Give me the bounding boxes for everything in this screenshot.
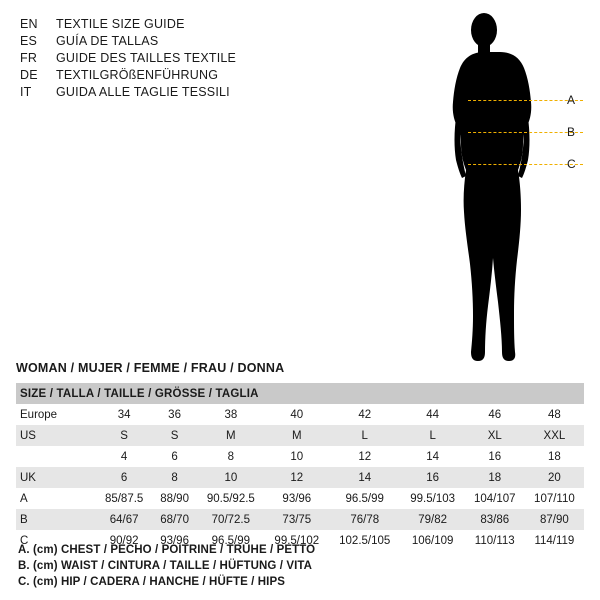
table-row bbox=[16, 509, 584, 530]
cell: 10 bbox=[197, 467, 265, 488]
cell: 85/87.5 bbox=[96, 488, 152, 509]
cell: 34 bbox=[96, 404, 152, 425]
cell: 8 bbox=[197, 446, 265, 467]
table-row bbox=[16, 488, 584, 509]
footnote-chest: A. (cm) CHEST / PECHO / POITRINE / TRUHE / PETTO bbox=[18, 544, 316, 556]
cell: 64/67 bbox=[96, 509, 152, 530]
cell: 8 bbox=[152, 467, 197, 488]
language-row bbox=[20, 67, 300, 84]
cell: 46 bbox=[465, 404, 525, 425]
language-code: IT bbox=[20, 85, 32, 99]
cell: 88/90 bbox=[152, 488, 197, 509]
cell: 73/75 bbox=[265, 509, 329, 530]
cell: 99.5/103 bbox=[401, 488, 465, 509]
cell: 107/110 bbox=[525, 488, 584, 509]
row-label: C bbox=[16, 530, 96, 551]
cell: 96.5/99 bbox=[329, 488, 401, 509]
section-title: WOMAN / MUJER / FEMME / FRAU / DONNA bbox=[16, 361, 285, 375]
row-label: B bbox=[16, 509, 96, 530]
cell: 42 bbox=[329, 404, 401, 425]
cell: S bbox=[152, 425, 197, 446]
language-row bbox=[20, 84, 300, 101]
cell: 20 bbox=[525, 467, 584, 488]
language-code: EN bbox=[20, 17, 38, 31]
cell: 48 bbox=[525, 404, 584, 425]
cell: M bbox=[265, 425, 329, 446]
table-header-label: SIZE / TALLA / TAILLE / GRÖSSE / TAGLIA bbox=[20, 387, 259, 400]
cell: 99.5/102 bbox=[265, 530, 329, 551]
row-label: Europe bbox=[16, 404, 96, 425]
table-header-row bbox=[16, 383, 584, 404]
cell: XL bbox=[465, 425, 525, 446]
cell: 114/119 bbox=[525, 530, 584, 551]
language-row bbox=[20, 33, 300, 50]
language-code: DE bbox=[20, 68, 38, 82]
row-label: A bbox=[16, 488, 96, 509]
language-text: GUÍA DE TALLAS bbox=[56, 34, 159, 48]
language-text: GUIDA ALLE TAGLIE TESSILI bbox=[56, 85, 230, 99]
measure-line-a bbox=[468, 100, 583, 101]
language-text: TEXTILGRÖßENFÜHRUNG bbox=[56, 68, 219, 82]
cell: 16 bbox=[401, 467, 465, 488]
table-row bbox=[16, 467, 584, 488]
table-row bbox=[16, 404, 584, 425]
cell: 16 bbox=[465, 446, 525, 467]
size-table-wrap bbox=[16, 383, 584, 551]
row-label bbox=[16, 446, 96, 467]
language-code: ES bbox=[20, 34, 38, 48]
cell: 93/96 bbox=[152, 530, 197, 551]
cell: 12 bbox=[265, 467, 329, 488]
cell: 104/107 bbox=[465, 488, 525, 509]
cell: 6 bbox=[96, 467, 152, 488]
cell: 90/92 bbox=[96, 530, 152, 551]
footnote-hip: C. (cm) HIP / CADERA / HANCHE / HÜFTE / HIPS bbox=[18, 576, 286, 588]
language-row bbox=[20, 50, 300, 67]
silhouette-icon bbox=[420, 8, 590, 368]
row-label: UK bbox=[16, 467, 96, 488]
cell: M bbox=[197, 425, 265, 446]
female-silhouette-figure bbox=[420, 8, 590, 368]
cell: L bbox=[329, 425, 401, 446]
cell: 4 bbox=[96, 446, 152, 467]
cell: XXL bbox=[525, 425, 584, 446]
table-row bbox=[16, 446, 584, 467]
cell: 76/78 bbox=[329, 509, 401, 530]
cell: 83/86 bbox=[465, 509, 525, 530]
size-table bbox=[16, 383, 584, 551]
cell: 38 bbox=[197, 404, 265, 425]
cell: 106/109 bbox=[401, 530, 465, 551]
language-text: TEXTILE SIZE GUIDE bbox=[56, 17, 185, 31]
table-row bbox=[16, 425, 584, 446]
cell: 10 bbox=[265, 446, 329, 467]
cell: 40 bbox=[265, 404, 329, 425]
cell: 44 bbox=[401, 404, 465, 425]
cell: 79/82 bbox=[401, 509, 465, 530]
language-header-block bbox=[20, 16, 300, 101]
cell: 102.5/105 bbox=[329, 530, 401, 551]
language-row bbox=[20, 16, 300, 33]
measure-label-b: B bbox=[567, 125, 576, 139]
cell: 36 bbox=[152, 404, 197, 425]
cell: 14 bbox=[401, 446, 465, 467]
measure-line-c bbox=[468, 164, 583, 165]
language-code: FR bbox=[20, 51, 38, 65]
cell: S bbox=[96, 425, 152, 446]
footnote-waist: B. (cm) WAIST / CINTURA / TAILLE / HÜFTUNG / VITA bbox=[18, 560, 313, 572]
cell: 12 bbox=[329, 446, 401, 467]
cell: 18 bbox=[465, 467, 525, 488]
cell: L bbox=[401, 425, 465, 446]
cell: 14 bbox=[329, 467, 401, 488]
cell: 70/72.5 bbox=[197, 509, 265, 530]
cell: 110/113 bbox=[465, 530, 525, 551]
footnotes-block bbox=[18, 542, 578, 590]
cell: 90.5/92.5 bbox=[197, 488, 265, 509]
cell: 18 bbox=[525, 446, 584, 467]
language-text: GUIDE DES TAILLES TEXTILE bbox=[56, 51, 237, 65]
measure-label-a: A bbox=[567, 93, 576, 107]
row-label: US bbox=[16, 425, 96, 446]
cell: 68/70 bbox=[152, 509, 197, 530]
measure-label-c: C bbox=[567, 157, 576, 171]
cell: 96.5/99 bbox=[197, 530, 265, 551]
cell: 87/90 bbox=[525, 509, 584, 530]
measure-line-b bbox=[468, 132, 583, 133]
cell: 6 bbox=[152, 446, 197, 467]
cell: 93/96 bbox=[265, 488, 329, 509]
